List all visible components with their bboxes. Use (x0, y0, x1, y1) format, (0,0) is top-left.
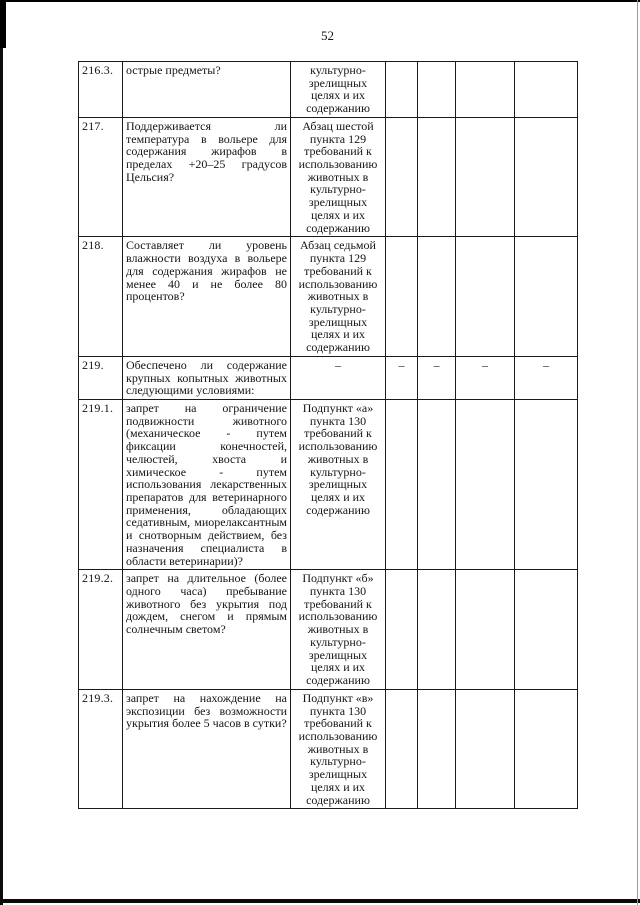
row-question: Составляет ли уровень влажности воздуха в вольере для содержания жирафов не менее 40 и не более 80 процентов? (123, 237, 291, 356)
row-mark-cell (515, 117, 578, 236)
table-row (79, 689, 578, 808)
table-row (79, 570, 578, 689)
row-id: 217. (79, 117, 123, 236)
scan-edge-left (0, 0, 3, 905)
row-mark-cell (418, 399, 456, 569)
row-id: 216.3. (79, 62, 123, 118)
row-mark-cell (515, 237, 578, 356)
scan-edge-right (637, 0, 638, 905)
row-id: 219.3. (79, 689, 123, 808)
row-mark-cell: – (418, 356, 456, 399)
row-mark-cell: – (515, 356, 578, 399)
row-mark-cell (515, 689, 578, 808)
scan-edge-bottom (0, 899, 640, 903)
table-row (79, 356, 578, 399)
row-mark-cell: – (456, 356, 515, 399)
row-reference: Подпункт «б» пункта 130 требований к использованию животных в культурно-зрелищных целях и их содержанию (291, 570, 386, 689)
row-mark-cell (386, 237, 418, 356)
row-reference: Подпункт «а» пункта 130 требований к использованию животных в культурно-зрелищных целях и их содержанию (291, 399, 386, 569)
table-row (79, 62, 578, 118)
checklist-table (78, 61, 578, 809)
row-mark-cell (418, 689, 456, 808)
row-question: острые предметы? (123, 62, 291, 118)
row-id: 219. (79, 356, 123, 399)
page-number: 52 (321, 28, 334, 43)
scan-edge-top (0, 0, 640, 2)
row-mark-cell (515, 399, 578, 569)
row-mark-cell (386, 689, 418, 808)
row-mark-cell (386, 62, 418, 118)
row-mark-cell (418, 237, 456, 356)
row-mark-cell (418, 570, 456, 689)
row-question: запрет на длительное (более одного часа) пребывание животного без укрытия под дождем, снегом и прямым солнечным светом? (123, 570, 291, 689)
row-mark-cell (515, 62, 578, 118)
row-mark-cell (386, 399, 418, 569)
row-mark-cell (418, 62, 456, 118)
row-reference: культурно-зрелищных целях и их содержанию (291, 62, 386, 118)
row-mark-cell (456, 399, 515, 569)
row-mark-cell (456, 689, 515, 808)
scan-edge-left-artifact (0, 0, 6, 48)
table-row (79, 237, 578, 356)
row-mark-cell (515, 570, 578, 689)
row-question: Обеспечено ли содержание крупных копытных животных следующими условиями: (123, 356, 291, 399)
row-question: Поддерживается ли температура в вольере для содержания жирафов в пределах +20–25 градусов Цельсия? (123, 117, 291, 236)
row-reference: Абзац седьмой пункта 129 требований к использованию животных в культурно-зрелищных целях и их содержанию (291, 237, 386, 356)
row-mark-cell (386, 570, 418, 689)
row-mark-cell (456, 237, 515, 356)
row-reference: Подпункт «в» пункта 130 требований к использованию животных в культурно-зрелищных целях и их содержанию (291, 689, 386, 808)
row-mark-cell (456, 62, 515, 118)
row-mark-cell (386, 117, 418, 236)
row-mark-cell: – (386, 356, 418, 399)
row-id: 219.1. (79, 399, 123, 569)
row-mark-cell (456, 117, 515, 236)
row-question: запрет на ограничение подвижности животного (механическое - путем фиксации конечностей, челюстей, хвоста и химическое - путем использования лекарственных препаратов для ветеринарного применения, обладающих седативным, миорелаксантным и снотворным действием, без назначения специалиста в области ветеринарии)? (123, 399, 291, 569)
row-id: 218. (79, 237, 123, 356)
row-reference: Абзац шестой пункта 129 требований к использованию животных в культурно-зрелищных целях и их содержанию (291, 117, 386, 236)
row-mark-cell (418, 117, 456, 236)
row-question: запрет на нахождение на экспозиции без возможности укрытия более 5 часов в сутки? (123, 689, 291, 808)
table-row (79, 117, 578, 236)
table-row (79, 399, 578, 569)
row-reference: – (291, 356, 386, 399)
row-mark-cell (456, 570, 515, 689)
row-id: 219.2. (79, 570, 123, 689)
